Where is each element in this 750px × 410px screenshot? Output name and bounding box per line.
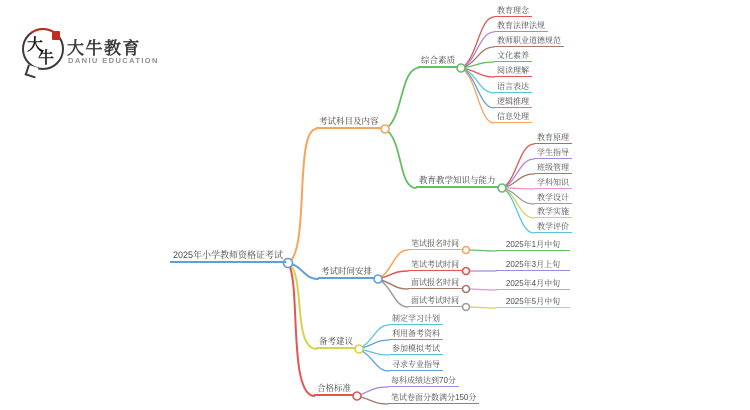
subbranch-node-comprehensive-quality: 综合素质 xyxy=(418,54,458,68)
leaf-node: 每科成绩达到70分 xyxy=(388,375,459,387)
logo-char: 大 xyxy=(27,37,44,54)
leaf-node: 教育法律法规 xyxy=(494,20,548,32)
schedule-date-node: 2025年3月上旬 xyxy=(496,259,570,271)
schedule-item-node: 面试报名时间 xyxy=(408,277,462,289)
leaf-node: 教学设计 xyxy=(534,192,572,204)
leaf-node: 语言表达 xyxy=(494,81,532,93)
leaf-node: 利用备考资料 xyxy=(389,328,443,340)
schedule-date-node: 2025年1月中旬 xyxy=(496,239,570,251)
leaf-node: 寻求专业指导 xyxy=(389,359,443,371)
leaf-node: 教育理念 xyxy=(494,5,532,17)
leaf-node: 信息处理 xyxy=(494,111,532,123)
schedule-date-node: 2025年4月中旬 xyxy=(496,278,570,290)
logo-seal-icon xyxy=(52,31,60,40)
leaf-node: 教学评价 xyxy=(534,221,572,233)
leaf-node: 学生指导 xyxy=(534,147,572,159)
root-node: 2025年小学教师资格证考试 xyxy=(170,249,286,263)
schedule-item-node: 笔试报名时间 xyxy=(408,238,462,250)
branch-node-prep-advice: 备考建议 xyxy=(316,335,356,349)
schedule-item-node: 面试考试时间 xyxy=(408,295,462,307)
leaf-node: 笔试卷面分数满分150分 xyxy=(388,392,479,404)
leaf-node: 班级管理 xyxy=(534,162,572,174)
leaf-node: 文化素养 xyxy=(494,50,532,62)
leaf-node: 教学实施 xyxy=(534,206,572,218)
brand-logo xyxy=(20,26,210,80)
leaf-node: 学科知识 xyxy=(534,177,572,189)
logo-char: 牛 xyxy=(38,50,55,67)
leaf-node: 教师职业道德规范 xyxy=(494,35,564,47)
leaf-node: 逻辑推理 xyxy=(494,96,532,108)
schedule-date-node: 2025年5月中旬 xyxy=(496,296,570,308)
schedule-item-node: 笔试考试时间 xyxy=(408,259,462,271)
branch-node-exam-schedule: 考试时间安排 xyxy=(318,265,375,279)
leaf-node: 阅读理解 xyxy=(494,65,532,77)
subbranch-node-education-teaching-knowledge: 教育教学知识与能力 xyxy=(416,174,499,188)
leaf-node: 参加模拟考试 xyxy=(389,343,443,355)
brand-name-en: DANIU EDUCATION xyxy=(68,56,159,65)
leaf-node: 制定学习计划 xyxy=(389,313,443,325)
branch-node-exam-subjects: 考试科目及内容 xyxy=(316,115,382,129)
branch-node-pass-criteria: 合格标准 xyxy=(314,382,354,396)
brand-name: 大牛教育 xyxy=(67,39,141,58)
leaf-node: 教育原理 xyxy=(534,132,572,144)
logo-bubble-tail xyxy=(25,65,39,79)
